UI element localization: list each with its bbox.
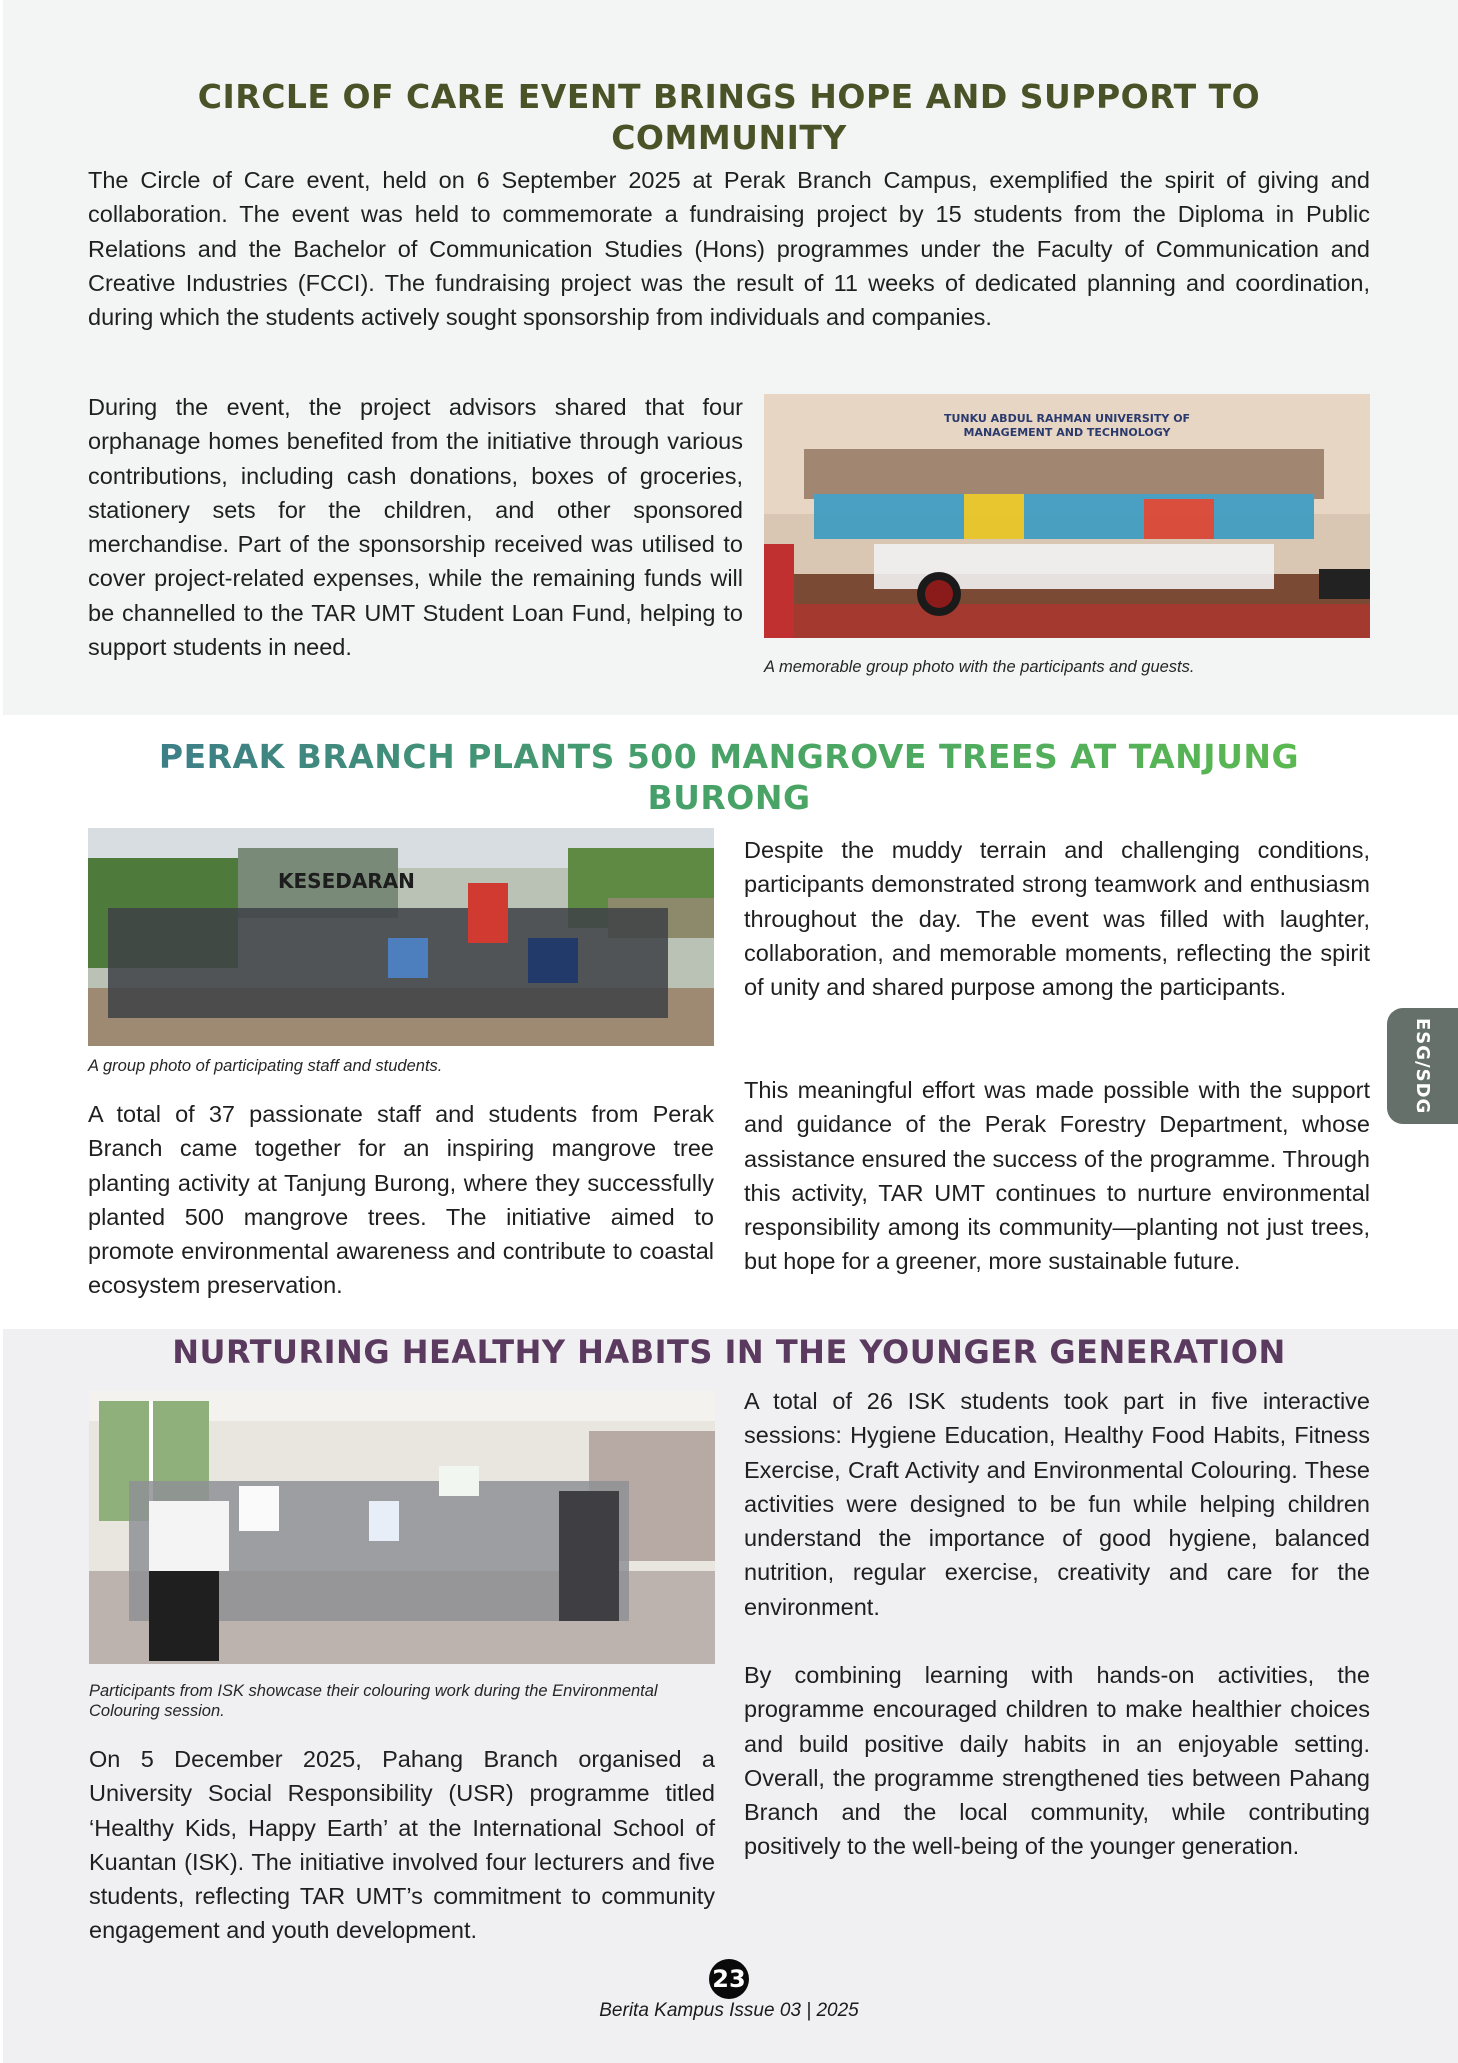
side-tab-label: ESG/SDG bbox=[1412, 1017, 1433, 1115]
article2-body-right-2: This meaningful effort was made possible with the support and guidance of the Perak Forestry Department, whose assistance ensured the success of the programme. Through this activity, TAR UMT continues to nurture environmental responsibility among its community—planting not just trees, but hope for a greener, more sustainable future. bbox=[744, 1077, 1370, 1275]
esg-sdg-side-tab[interactable] bbox=[1387, 1008, 1458, 1124]
article2-caption: A group photo of participating staff and students. bbox=[88, 1057, 443, 1075]
svg-text:KESEDARAN: KESEDARAN bbox=[278, 869, 415, 893]
article1-intro: The Circle of Care event, held on 6 September 2025 at Perak Branch Campus, exemplified the spirit of giving and collaboration. The event was held to commemorate a fundraising project by 15 students from the Diploma in Public Relations and the Bachelor of Communication Studies (Hons) programmes under the Faculty of Communication and Creative Industries (FCCI). The fundraising project was the result of 11 weeks of dedicated planning and coordination, during which the students actively sought sponsorship from individuals and companies. bbox=[88, 167, 1370, 331]
article2-body-right-1: Despite the muddy terrain and challenging conditions, participants demonstrated strong teamwork and enthusiasm throughout the day. The event was filled with laughter, collaboration, and memorable moments, reflecting the spirit of unity and shared purpose among the participants. bbox=[744, 837, 1370, 1001]
article3-title: NURTURING HEALTHY HABITS IN THE YOUNGER GENERATION bbox=[172, 1333, 1286, 1371]
article1-photo bbox=[764, 394, 1370, 638]
issue-footer: Berita Kampus Issue 03 | 2025 bbox=[599, 2000, 859, 2021]
article2-title: PERAK BRANCH PLANTS 500 MANGROVE TREES AT TANJUNG BURONG bbox=[88, 736, 1370, 818]
article1-caption: A memorable group photo with the participants and guests. bbox=[764, 658, 1195, 676]
page-number-badge: 23 bbox=[709, 1959, 749, 1999]
article1-body: During the event, the project advisors shared that four orphanage homes benefited from the initiative through various contributions, including cash donations, boxes of groceries, stationery sets for the children, and other sponsored merchandise. Part of the sponsorship received was utilised to cover project-related expenses, while the remaining funds will be channelled to the TAR UMT Student Loan Fund, helping to support students in need. bbox=[88, 394, 743, 661]
mangrove-photo-image bbox=[88, 828, 714, 1046]
classroom-photo-image bbox=[89, 1391, 715, 1664]
svg-text:TUNKU ABDUL RAHMAN UNIVERSITY: TUNKU ABDUL RAHMAN UNIVERSITY OF bbox=[943, 412, 1191, 425]
article3-caption: Participants from ISK showcase their colouring work during the Environmental Colouring session. bbox=[89, 1682, 658, 1720]
article3-photo bbox=[89, 1391, 715, 1664]
group-photo-image bbox=[764, 394, 1370, 638]
article3-body-right-2: By combining learning with hands-on activities, the programme encouraged children to make healthier choices and build positive daily habits in an enjoyable setting. Overall, the programme strengthened ties between Pahang Branch and the local community, while contributing positively to the well-being of the younger generation. bbox=[744, 1662, 1370, 1860]
article3-body-right-1: A total of 26 ISK students took part in five interactive sessions: Hygiene Education, Healthy Food Habits, Fitness Exercise, Craft Activity and Environmental Colouring. These activities were designed to be fun while helping children understand the importance of good hygiene, balanced nutrition, regular exercise, creativity and care for the environment. bbox=[744, 1388, 1370, 1620]
svg-text:MANAGEMENT AND TECHNOLOGY: MANAGEMENT AND TECHNOLOGY bbox=[963, 426, 1171, 439]
article2-body-left: A total of 37 passionate staff and students from Perak Branch came together for an inspiring mangrove tree planting activity at Tanjung Burong, where they successfully planted 500 mangrove trees. The initiative aimed to promote environmental awareness and contribute to coastal ecosystem preservation. bbox=[88, 1101, 714, 1299]
article3-body-left: On 5 December 2025, Pahang Branch organised a University Social Responsibility (USR) programme titled ‘Healthy Kids, Happy Earth’ at the International School of Kuantan (ISK). The initiative involved four lecturers and five students, reflecting TAR UMT’s commitment to community engagement and youth development. bbox=[89, 1746, 715, 1944]
article1-title: CIRCLE OF CARE EVENT BRINGS HOPE AND SUPPORT TO COMMUNITY bbox=[197, 77, 1261, 157]
article2-photo bbox=[88, 828, 714, 1046]
